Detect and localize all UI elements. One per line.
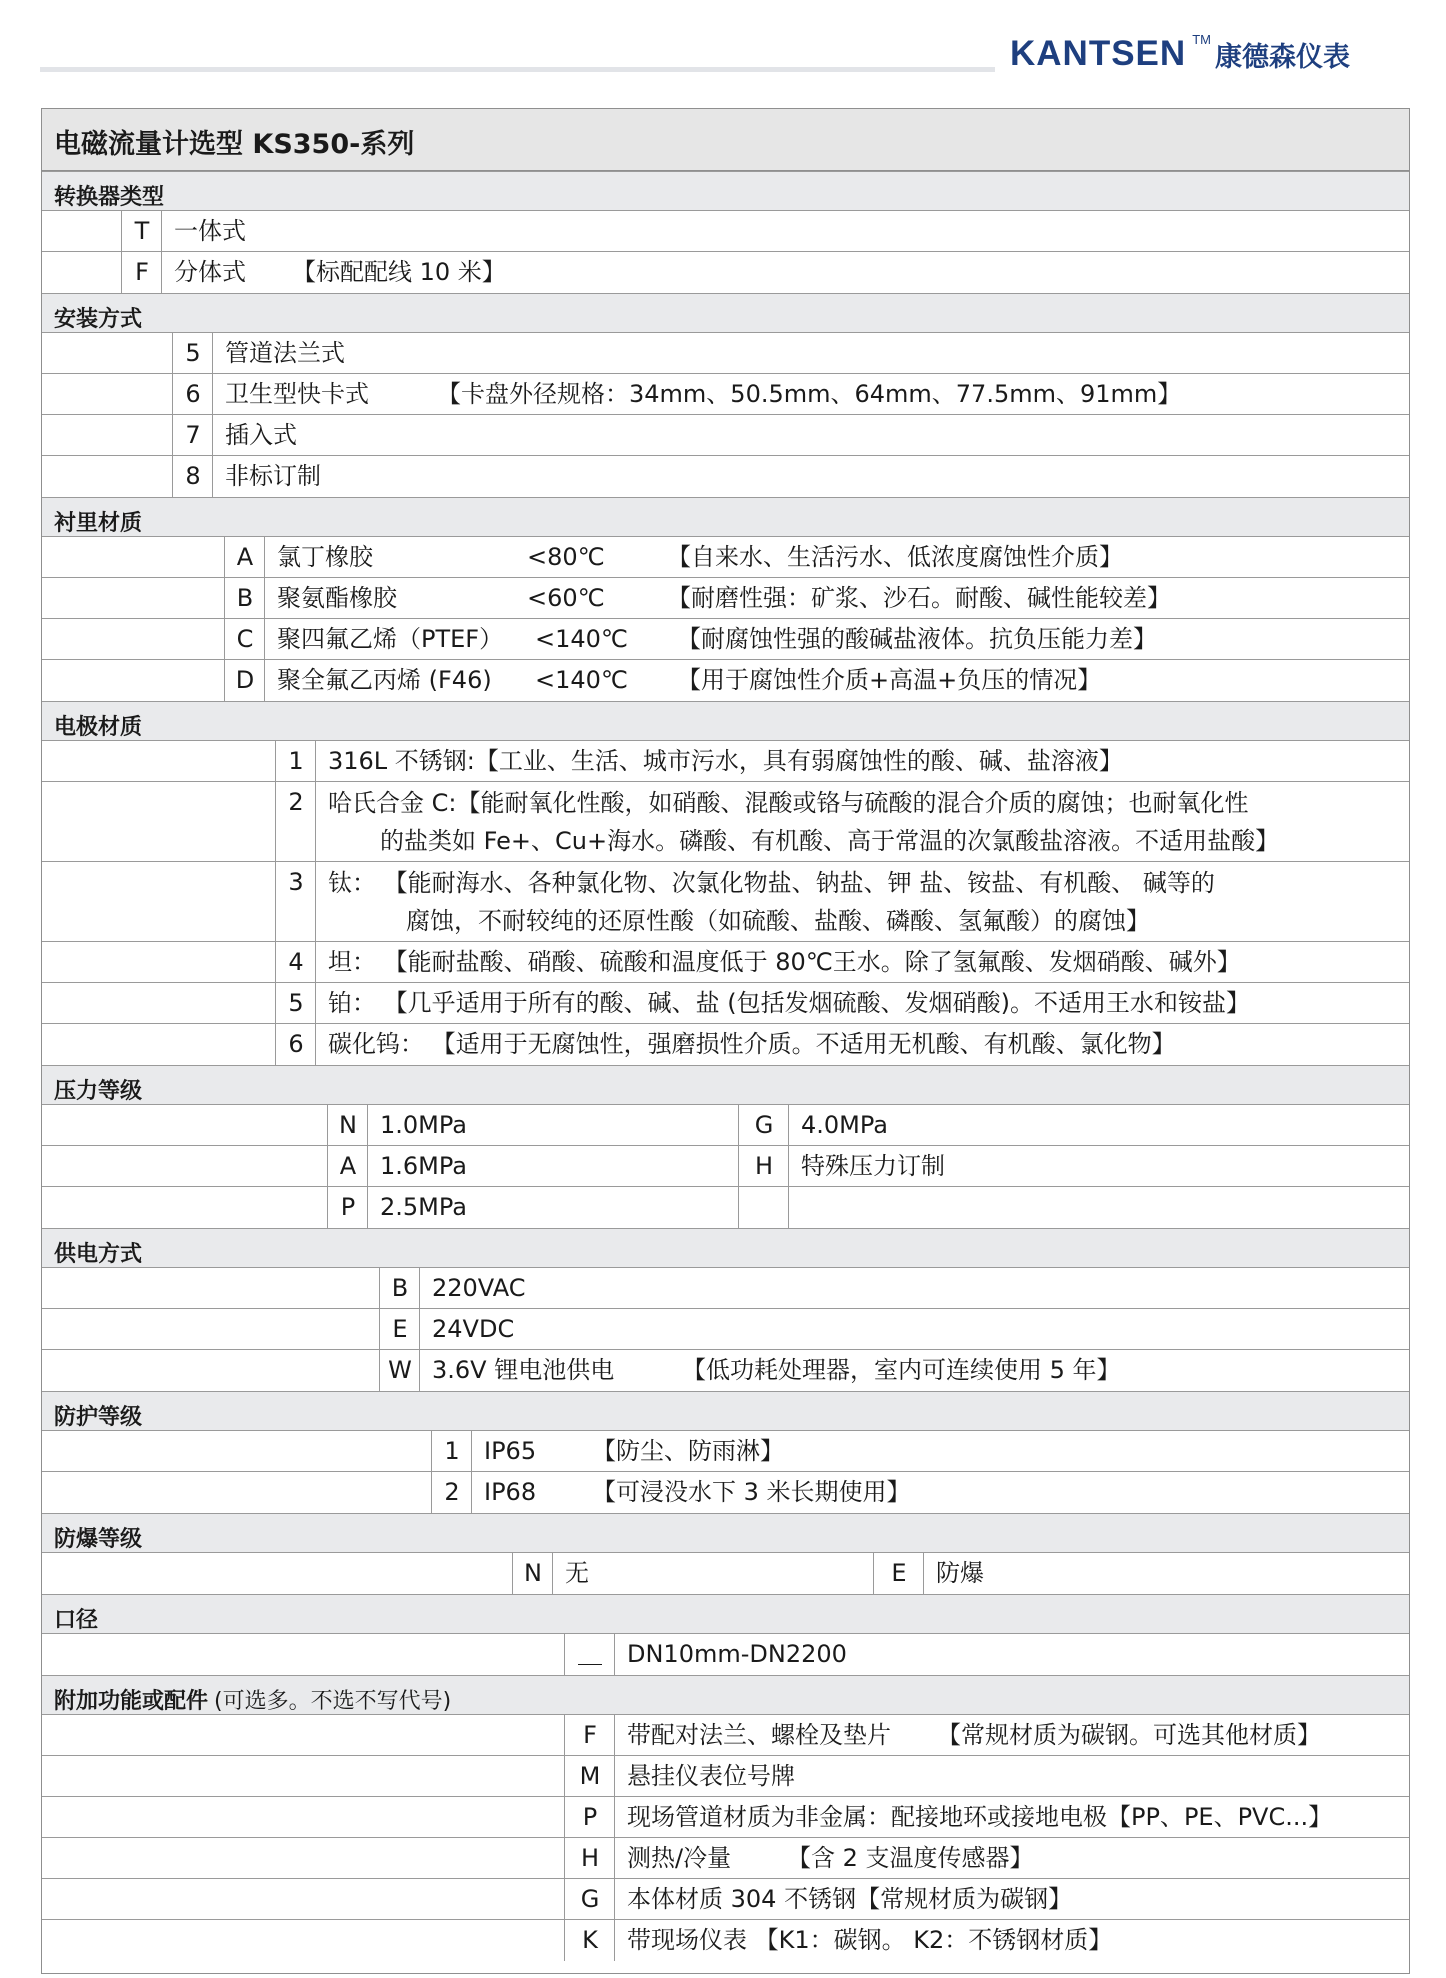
section-header-explosion — [41, 1513, 1410, 1553]
option-desc — [419, 1350, 1410, 1391]
option-desc — [315, 983, 1410, 1023]
option-desc — [419, 1268, 1410, 1308]
option-row — [41, 211, 1410, 252]
option-desc — [614, 1920, 1410, 1961]
option-code: W — [379, 1350, 420, 1391]
option-desc-line: 哈氏合金 C:【能耐氧化性酸，如硝酸、混酸或铬与硫酸的混合介质的腐蚀；也耐氧化性 — [328, 789, 1249, 817]
section-header-lining — [41, 497, 1410, 537]
brand-logo — [1010, 34, 1350, 78]
option-code: 1 — [431, 1431, 472, 1471]
option-code: 5 — [172, 333, 213, 373]
option-desc-text: 铂： 【几乎适用于所有的酸、碱、盐 (包括发烟硫酸、发烟硝酸)。不适用王水和铵盐】 — [328, 989, 1250, 1017]
option-row — [41, 1715, 1410, 1756]
option-desc — [212, 415, 1410, 455]
option-desc-text: 聚四氟乙烯（PTEF） — [277, 625, 504, 653]
option-desc — [315, 1024, 1410, 1065]
option-code: 2 — [431, 1472, 472, 1513]
option-row — [41, 741, 1410, 782]
section-header-install — [41, 293, 1410, 333]
option-desc — [552, 1553, 865, 1594]
option-desc — [614, 1797, 1410, 1837]
option-code: D — [224, 660, 265, 701]
option-code: K — [564, 1920, 615, 1961]
option-desc-text: 氯丁橡胶 — [277, 543, 373, 571]
option-code: T — [121, 211, 162, 251]
option-desc-text: 碳化钨： 【适用于无腐蚀性，强磨损性介质。不适用无机酸、有机酸、氯化物】 — [328, 1030, 1176, 1058]
option-row — [41, 537, 1410, 578]
option-temp: <140℃ — [535, 666, 628, 694]
option-desc — [264, 660, 1410, 701]
option-row — [41, 619, 1410, 660]
option-row — [41, 1309, 1410, 1350]
section-title: 安装方式 — [54, 307, 143, 332]
option-desc — [788, 1105, 1410, 1145]
option-note: 【标配配线 10 米】 — [292, 258, 506, 286]
option-row — [41, 1024, 1410, 1065]
option-desc-text: IP68 — [484, 1478, 537, 1506]
option-note: 【常规材质为碳钢。可选其他材质】 — [937, 1721, 1321, 1749]
option-row — [41, 983, 1410, 1024]
option-code: H — [738, 1146, 789, 1186]
option-desc — [161, 252, 1410, 293]
section-title: 转换器类型 — [54, 185, 165, 210]
option-code — [738, 1187, 789, 1228]
option-code: E — [873, 1553, 924, 1594]
option-desc — [788, 1146, 1410, 1186]
option-desc-text: 管道法兰式 — [225, 339, 345, 367]
option-desc-text: 坦： 【能耐盐酸、硝酸、硫酸和温度低于 80℃王水。除了氢氟酸、发烟硝酸、碱外】 — [328, 948, 1241, 976]
option-code: G — [564, 1879, 615, 1919]
option-row — [41, 456, 1410, 497]
section-header-power — [41, 1228, 1410, 1268]
option-row — [41, 1472, 1410, 1513]
option-row — [41, 1187, 1410, 1228]
option-row — [41, 1268, 1410, 1309]
brand-name-cn: 康德森仪表 — [1214, 41, 1350, 73]
option-code: 4 — [275, 942, 316, 982]
option-note: 【耐磨性强：矿浆、沙石。耐酸、碱性能较差】 — [667, 584, 1171, 612]
option-desc — [471, 1472, 1410, 1513]
option-desc-text: 聚氨酯橡胶 — [277, 584, 397, 612]
section-title: 电极材质 — [54, 715, 143, 740]
option-code: M — [564, 1756, 615, 1796]
section-header-protection — [41, 1391, 1410, 1431]
option-row — [41, 1756, 1410, 1797]
option-desc — [923, 1553, 1410, 1594]
option-code: E — [379, 1309, 420, 1349]
option-desc — [315, 741, 1410, 781]
option-desc-text: 无 — [565, 1559, 589, 1587]
option-desc-text: 2.5MPa — [380, 1193, 467, 1221]
option-temp: <80℃ — [527, 543, 605, 571]
option-desc — [367, 1146, 738, 1186]
option-desc-line: 钛： 【能耐海水、各种氯化物、次氯化物盐、钠盐、钾 盐、铵盐、有机酸、 碱等的 — [328, 869, 1215, 897]
option-row — [41, 1146, 1410, 1187]
option-desc-text: DN10mm-DN2200 — [627, 1640, 847, 1668]
option-desc-text: 非标订制 — [225, 462, 321, 490]
section-header-electrode — [41, 701, 1410, 741]
option-note: 【可浸没水下 3 米长期使用】 — [592, 1478, 911, 1506]
option-note: 【含 2 支温度传感器】 — [787, 1844, 1034, 1872]
section-title: 衬里材质 — [54, 511, 143, 536]
section-title — [54, 1684, 451, 1715]
option-desc — [264, 619, 1410, 659]
option-desc — [471, 1431, 1410, 1471]
option-row — [41, 1350, 1410, 1391]
option-desc — [367, 1105, 738, 1145]
option-desc — [264, 537, 1410, 577]
option-desc-text: 1.6MPa — [380, 1152, 467, 1180]
option-desc — [315, 782, 1410, 861]
option-code: A — [224, 537, 265, 577]
option-code: F — [121, 252, 162, 293]
option-desc-text: 4.0MPa — [801, 1111, 888, 1139]
section-title: 供电方式 — [54, 1242, 143, 1267]
option-desc-text: 一体式 — [174, 217, 246, 245]
option-desc-text: 测热/冷量 — [627, 1844, 732, 1872]
option-code: C — [224, 619, 265, 659]
option-row — [41, 1920, 1410, 1961]
option-temp: <60℃ — [527, 584, 605, 612]
option-note: 【用于腐蚀性介质+高温+负压的情况】 — [677, 666, 1102, 694]
option-row — [41, 1431, 1410, 1472]
option-code: P — [327, 1187, 368, 1228]
option-row — [41, 1634, 1410, 1675]
option-desc-line: 腐蚀，不耐较纯的还原性酸（如硫酸、盐酸、磷酸、氢氟酸）的腐蚀】 — [406, 907, 1150, 935]
option-desc-text: 220VAC — [432, 1274, 526, 1302]
option-row — [41, 1105, 1410, 1146]
option-desc-line: 的盐类如 Fe+、Cu+海水。磷酸、有机酸、高于常温的次氯酸盐溶液。不适用盐酸】 — [380, 827, 1280, 855]
option-row — [41, 578, 1410, 619]
option-desc — [614, 1879, 1410, 1919]
section-title: 防护等级 — [54, 1405, 143, 1430]
option-note: 【低功耗处理器，室内可连续使用 5 年】 — [682, 1356, 1121, 1384]
option-temp: <140℃ — [535, 625, 628, 653]
option-row — [41, 415, 1410, 456]
option-row — [41, 660, 1410, 701]
section-header-converter — [41, 171, 1410, 211]
option-code: F — [564, 1715, 615, 1755]
option-code: ＿ — [564, 1634, 615, 1675]
option-desc-text: 带配对法兰、螺栓及垫片 — [627, 1721, 891, 1749]
option-code: 5 — [275, 983, 316, 1023]
option-desc-text: 防爆 — [936, 1559, 984, 1587]
option-desc-text: 聚全氟乙丙烯 (F46) — [277, 666, 492, 694]
option-desc — [614, 1715, 1410, 1755]
option-desc-text: 3.6V 锂电池供电 — [432, 1356, 615, 1384]
option-row — [41, 374, 1410, 415]
option-desc-text: 带现场仪表 【K1：碳钢。 K2：不锈钢材质】 — [627, 1926, 1113, 1954]
option-desc — [419, 1309, 1410, 1349]
option-code: N — [327, 1105, 368, 1145]
option-desc-text: 特殊压力订制 — [801, 1152, 945, 1180]
header-rule — [40, 67, 995, 72]
section-header-accessories — [41, 1675, 1410, 1715]
option-desc-text: 分体式 — [174, 258, 246, 286]
option-note: 【耐腐蚀性强的酸碱盐液体。抗负压能力差】 — [677, 625, 1157, 653]
trademark-mark: TM — [1192, 32, 1211, 47]
section-title: 压力等级 — [54, 1079, 143, 1104]
option-desc-text: 316L 不锈钢:【工业、生活、城市污水，具有弱腐蚀性的酸、碱、盐溶液】 — [328, 747, 1123, 775]
option-desc — [788, 1187, 1410, 1228]
option-note: 【防尘、防雨淋】 — [592, 1437, 784, 1465]
option-code: 6 — [275, 1024, 316, 1065]
option-row — [41, 1838, 1410, 1879]
option-note: 【卡盘外径规格：34mm、50.5mm、64mm、77.5mm、91mm】 — [437, 380, 1182, 408]
option-row — [41, 252, 1410, 293]
option-desc — [212, 456, 1410, 497]
option-row — [41, 862, 1410, 942]
option-code: 2 — [275, 782, 316, 861]
selection-table — [41, 108, 1410, 1974]
option-desc — [264, 578, 1410, 618]
option-desc — [315, 862, 1410, 941]
section-title: 防爆等级 — [54, 1527, 143, 1552]
option-code: 3 — [275, 862, 316, 941]
option-code: A — [327, 1146, 368, 1186]
option-row — [41, 1879, 1410, 1920]
option-desc — [614, 1838, 1410, 1878]
section-title-text: 附加功能或配件 — [54, 1689, 209, 1714]
option-row — [41, 1797, 1410, 1838]
option-desc-text: IP65 — [484, 1437, 537, 1465]
option-desc — [367, 1187, 738, 1228]
option-code: 6 — [172, 374, 213, 414]
section-header-diameter — [41, 1594, 1410, 1634]
section-header-pressure — [41, 1065, 1410, 1105]
option-desc — [212, 374, 1410, 414]
option-code: 8 — [172, 456, 213, 497]
option-desc — [614, 1634, 1410, 1675]
option-code: G — [738, 1105, 789, 1145]
option-code: P — [564, 1797, 615, 1837]
option-desc-text: 本体材质 304 不锈钢【常规材质为碳钢】 — [627, 1885, 1073, 1913]
option-desc-text: 24VDC — [432, 1315, 515, 1343]
option-desc — [161, 211, 1410, 251]
option-desc-text: 插入式 — [225, 421, 297, 449]
option-desc — [315, 942, 1410, 982]
section-title: 口径 — [54, 1608, 99, 1633]
option-code: 7 — [172, 415, 213, 455]
option-code: N — [512, 1553, 553, 1594]
option-desc-text: 悬挂仪表位号牌 — [627, 1762, 795, 1790]
option-note: 【自来水、生活污水、低浓度腐蚀性介质】 — [667, 543, 1123, 571]
option-row — [41, 942, 1410, 983]
option-desc-text: 现场管道材质为非金属：配接地环或接地电极【PP、PE、PVC...】 — [627, 1803, 1333, 1831]
option-row — [41, 1553, 1410, 1594]
option-row — [41, 333, 1410, 374]
option-code: H — [564, 1838, 615, 1878]
option-desc — [614, 1756, 1410, 1796]
option-code: 1 — [275, 741, 316, 781]
option-desc-text: 1.0MPa — [380, 1111, 467, 1139]
option-row — [41, 782, 1410, 862]
option-desc — [212, 333, 1410, 373]
option-desc-text: 卫生型快卡式 — [225, 380, 369, 408]
brand-name-en: KANTSEN — [1010, 34, 1187, 73]
table-title-row — [41, 108, 1410, 171]
page-title: 电磁流量计选型 KS350-系列 — [54, 129, 415, 160]
option-code: B — [224, 578, 265, 618]
section-note: (可选多。不选不写代号) — [214, 1689, 452, 1714]
option-code: B — [379, 1268, 420, 1308]
